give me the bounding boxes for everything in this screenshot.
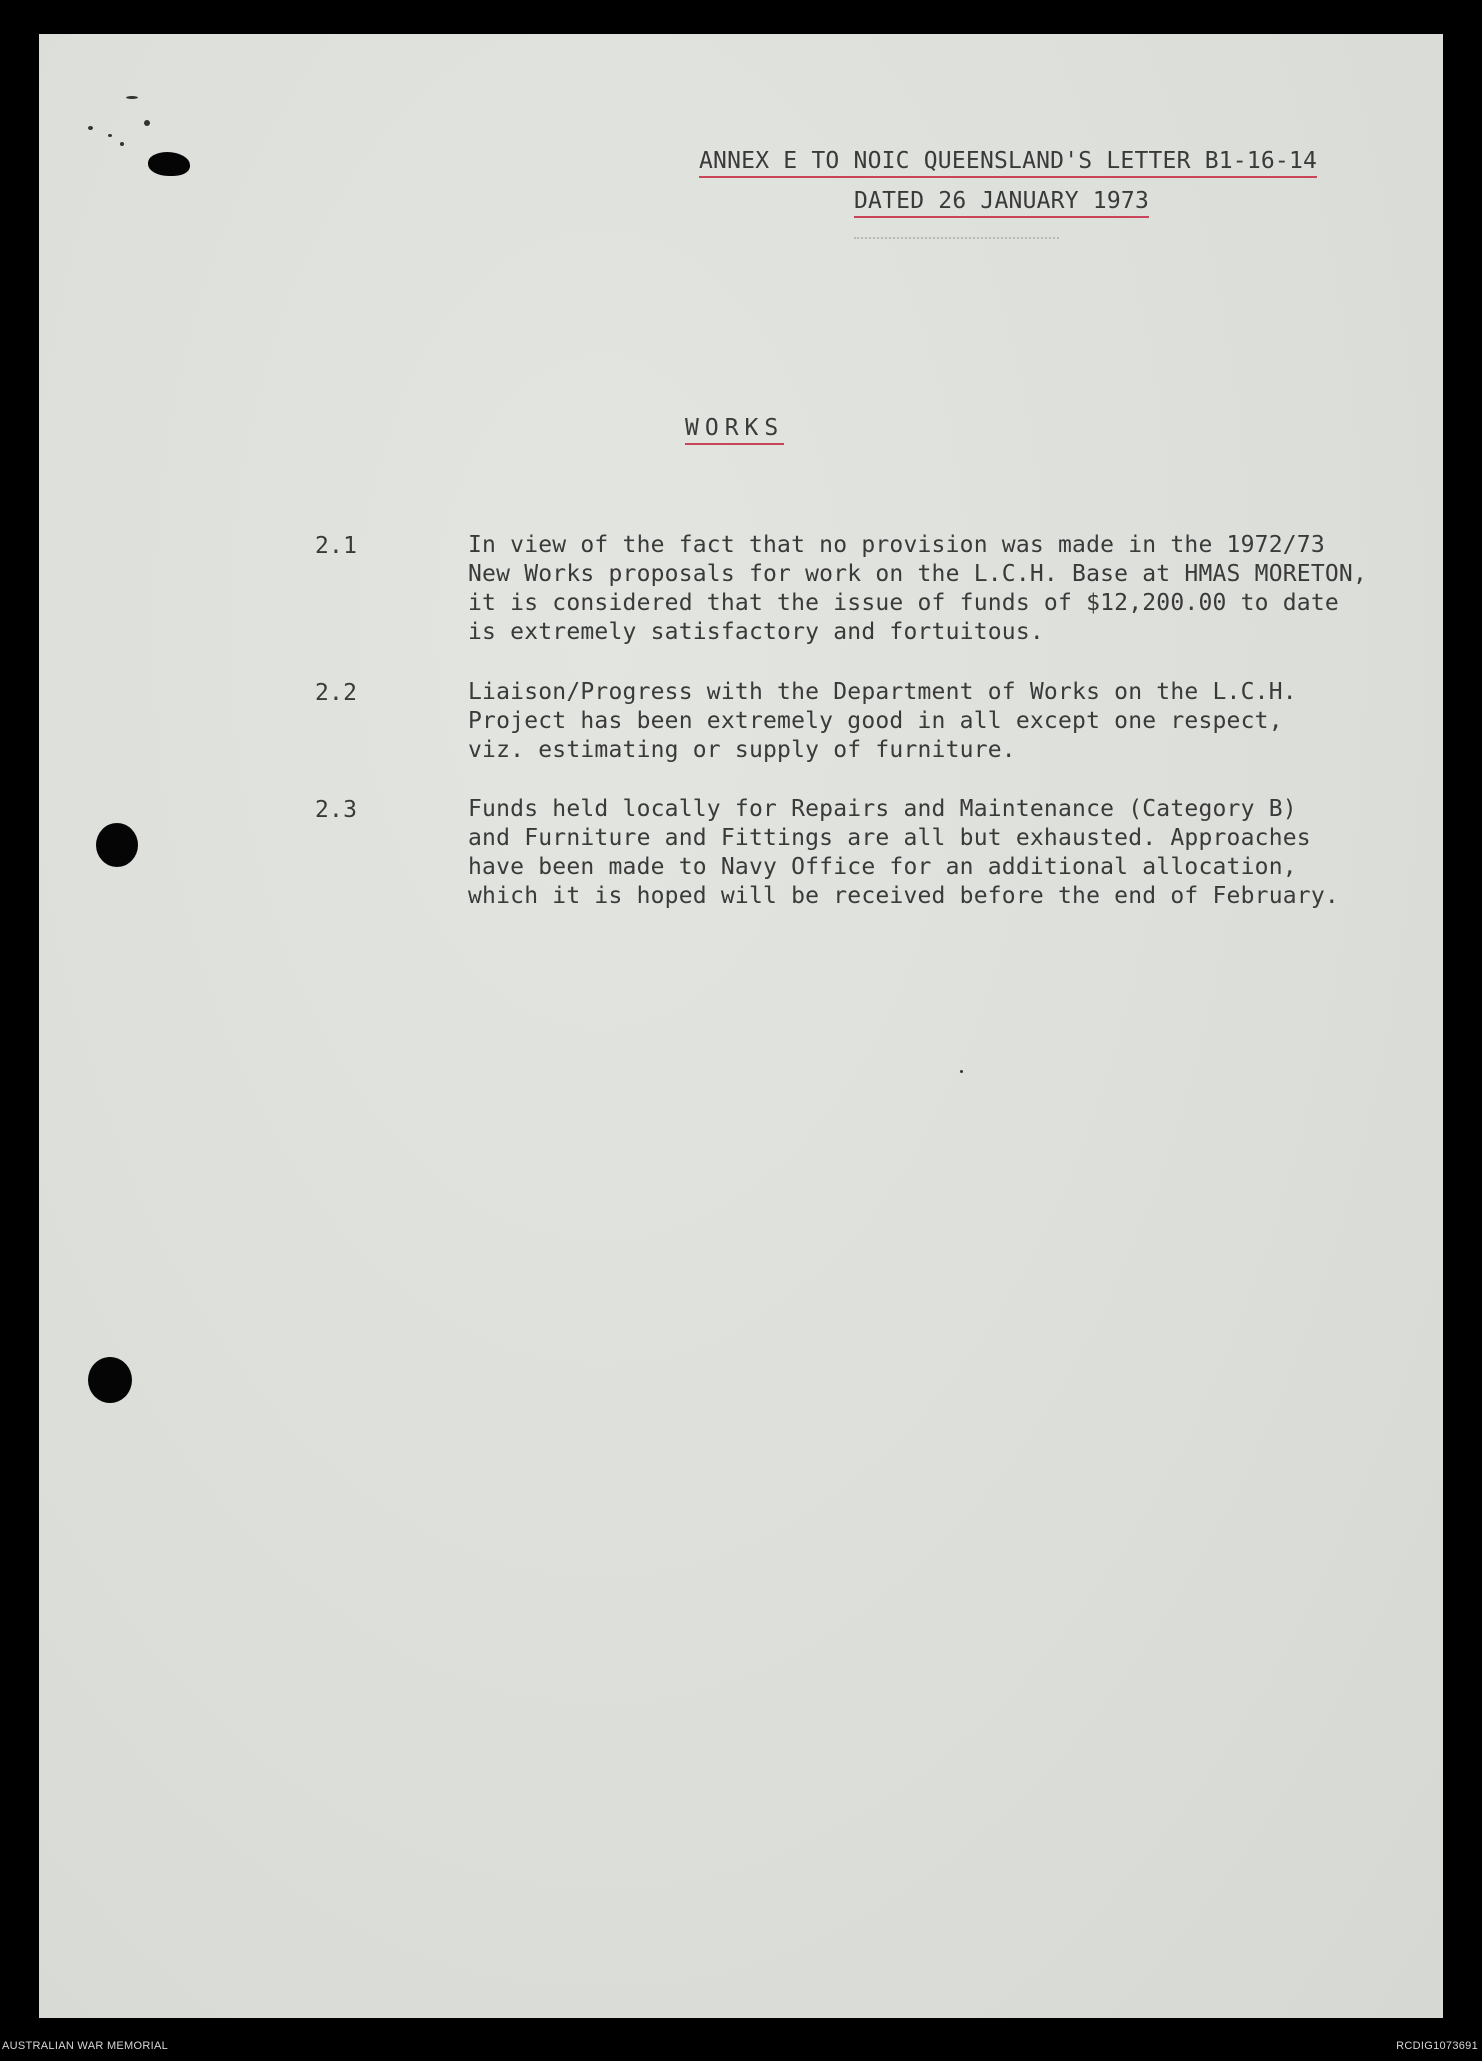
paper-mark — [108, 134, 112, 137]
document-date: DATED 26 JANUARY 1973 — [854, 188, 1149, 218]
punch-hole — [88, 1357, 132, 1403]
punch-hole — [96, 823, 138, 867]
document-page — [39, 34, 1443, 2018]
paragraph-text: Liaison/Progress with the Department of Works on the L.C.H. Project has been extremely good in all except one respect, viz. estimating or supply of furniture. — [468, 679, 1297, 763]
paragraph-number: 2.3 — [315, 797, 358, 823]
paper-mark — [88, 126, 93, 130]
paragraph-number: 2.2 — [315, 680, 358, 706]
paragraph-number: 2.1 — [315, 533, 358, 559]
section-title: WORKS — [685, 415, 784, 445]
staple-hole — [148, 152, 190, 176]
paper-mark — [960, 1070, 963, 1073]
dotted-rule — [854, 237, 1059, 239]
annex-reference: ANNEX E TO NOIC QUEENSLAND'S LETTER B1-16-14 — [699, 148, 1317, 178]
paper-mark — [120, 142, 124, 146]
paper-mark — [144, 120, 150, 126]
archive-identifier: RCDIG1073691 — [1396, 2040, 1478, 2052]
archive-credit: AUSTRALIAN WAR MEMORIAL — [2, 2040, 169, 2052]
paragraph-text: In view of the fact that no provision was made in the 1972/73 New Works proposals for work on the L.C.H. Base at HMAS MORETON, it is considered that the issue of funds of $12,200.00 to date is extremely satisfactory and fortuitous. — [468, 532, 1368, 645]
paragraph-text: Funds held locally for Repairs and Maintenance (Category B) and Furniture and Fittings are all but exhausted. Approaches have been made to Navy Office for an additional allocation, which it is hoped will be received before the end of February. — [468, 796, 1339, 909]
paper-mark — [126, 96, 138, 99]
